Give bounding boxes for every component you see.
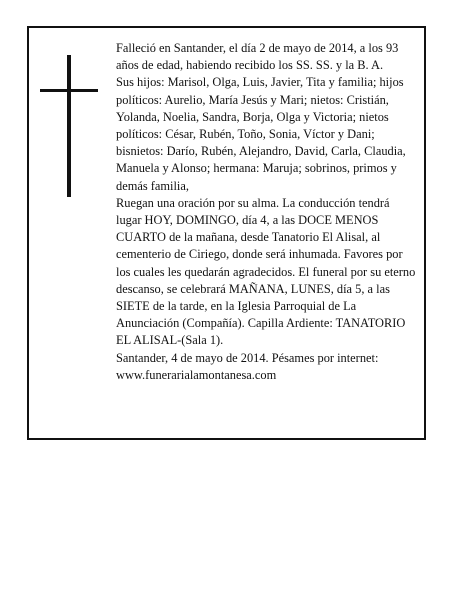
family-list: Sus hijos: Marisol, Olga, Luis, Javier, Tita y familia; hijos políticos: Aurelio, María Jesús y Mari; nietos: Cristián, Yolanda, Noelia, Sandra, Borja, Olga y Victoria; nietos políticos: César, Rubén, Toño, Sonia, Víctor y Dani; bisnietos: Darío, Rubén, Alejandro, David, Carla, Claudia, Manuela y Alonso; hermana: Maruja; sobrinos, primos y demás familia, — [116, 75, 406, 193]
notice-text — [116, 40, 416, 384]
cross-horizontal-bar — [40, 89, 98, 92]
death-announcement: Falleció en Santander, el día 2 de mayo de 2014, a los 93 años de edad, habiendo recibido los SS. SS. y la B. A. — [116, 41, 399, 73]
obituary-notice — [27, 26, 426, 440]
cross-icon — [40, 55, 98, 197]
funeral-details: Ruegan una oración por su alma. La conducción tendrá lugar HOY, DOMINGO, día 4, a las DOCE MENOS CUARTO de la mañana, desde Tanatorio El Alisal, al cementerio de Ciriego, donde será inhumada. Favores por los cuales les quedarán agradecidos. El funeral por su eterno descanso, se celebrará MAÑANA, LUNES, día 5, a las SIETE de la tarde, en la Iglesia Parroquial de La Anunciación (Compañía). Capilla Ardiente: TANATORIO EL ALISAL-(Sala 1). — [116, 195, 416, 348]
cross-vertical-bar — [67, 55, 71, 197]
place-date-and-website: Santander, 4 de mayo de 2014. Pésames por internet: www.funerarialamontanesa.com — [116, 350, 379, 382]
